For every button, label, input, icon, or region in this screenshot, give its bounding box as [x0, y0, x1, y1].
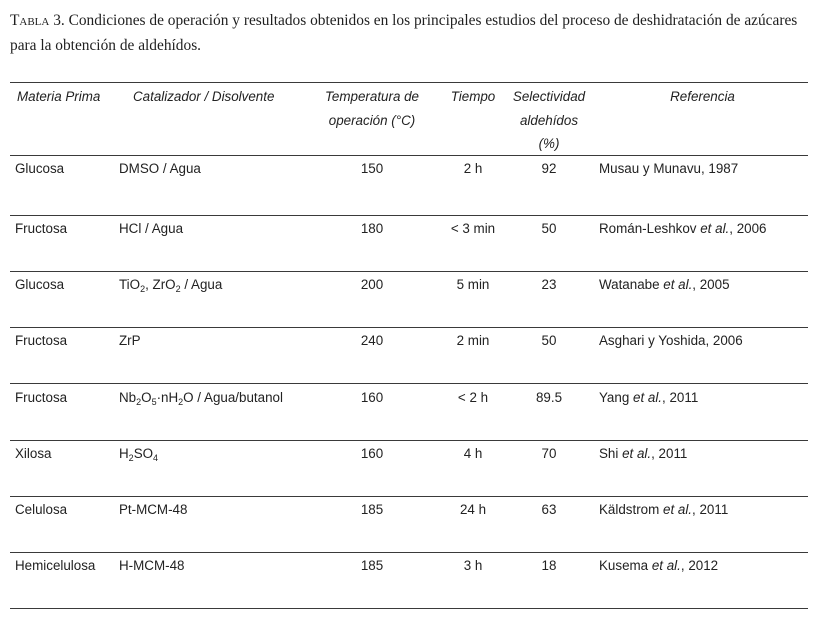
cell-selectividad-row6: 70 — [541, 446, 557, 461]
cell-selectividad-row5: 89.5 — [535, 390, 563, 405]
cell-tiempo-row4: 2 min — [456, 333, 490, 348]
header-selectividad — [503, 85, 595, 156]
cell-materia-row5: Fructosa — [15, 390, 68, 405]
cell-tiempo-row5: < 2 h — [457, 390, 489, 405]
cell-referencia-row4: Asghari y Yoshida, 2006 — [599, 333, 743, 348]
cell-referencia-row7: Käldstrom et al., 2011 — [599, 502, 729, 517]
cell-catalizador-row5: $Nb_2O_5\cdot nH_2O$ / Agua/butanol — [119, 390, 283, 407]
row-rule — [10, 552, 808, 553]
cell-materia-row8: Hemicelulosa — [15, 558, 96, 573]
header-tiempo: Tiempo — [450, 89, 496, 104]
row-rule — [10, 496, 808, 497]
header-materia-prima: Materia Prima — [17, 89, 101, 104]
cell-temperatura-row6: 160 — [360, 446, 384, 461]
cell-materia-row7: Celulosa — [15, 502, 68, 517]
header-temperatura — [312, 85, 432, 132]
cell-materia-row1: Glucosa — [15, 161, 65, 176]
header-bottom-rule — [10, 155, 808, 156]
table-top-rule — [10, 82, 808, 83]
cell-temperatura-row5: 160 — [360, 390, 384, 405]
cell-selectividad-row8: 18 — [541, 558, 557, 573]
cell-catalizador-row2: HCl / Agua — [119, 221, 184, 236]
header-selectividad-line2: aldehídos — [519, 112, 579, 128]
cell-selectividad-row4: 50 — [541, 333, 557, 348]
header-referencia: Referencia — [670, 89, 735, 104]
cell-selectividad-row7: 63 — [541, 502, 557, 517]
header-selectividad-line1: Selectividad — [512, 89, 586, 104]
cell-selectividad-row3: 23 — [541, 277, 557, 292]
header-selectividad-line3: (%) — [538, 136, 560, 151]
row-rule — [10, 383, 808, 384]
cell-catalizador-row3: TiO$_2$, ZrO$_2$ / Agua — [119, 277, 223, 294]
cell-referencia-row6: Shi et al., 2011 — [599, 446, 688, 461]
cell-temperatura-row7: 185 — [360, 502, 384, 517]
cell-catalizador-row1: DMSO / Agua — [119, 161, 201, 176]
cell-temperatura-row2: 180 — [360, 221, 384, 236]
header-temperatura-line1: Temperatura de — [324, 89, 420, 104]
cell-temperatura-row8: 185 — [360, 558, 384, 573]
table-caption-text: Condiciones de operación y resultados obtenidos en los principales estudios del proceso de deshidratación de azúcares para la obtención de aldehídos. — [10, 12, 798, 54]
table-label: Tabla 3. — [10, 12, 65, 29]
row-rule — [10, 327, 808, 328]
cell-tiempo-row2: < 3 min — [450, 221, 496, 236]
table-caption — [10, 8, 810, 58]
cell-referencia-row2: Román-Leshkov et al., 2006 — [599, 221, 767, 236]
cell-temperatura-row4: 240 — [360, 333, 384, 348]
cell-tiempo-row6: 4 h — [463, 446, 483, 461]
cell-temperatura-row1: 150 — [360, 161, 384, 176]
row-rule — [10, 215, 808, 216]
cell-tiempo-row8: 3 h — [463, 558, 483, 573]
cell-referencia-row1: Musau y Munavu, 1987 — [599, 161, 739, 176]
cell-catalizador-row8: H-MCM-48 — [119, 558, 185, 573]
header-temperatura-line2: operación (°C) — [328, 112, 416, 128]
cell-referencia-row8: Kusema et al., 2012 — [599, 558, 719, 573]
cell-catalizador-row6: $H_2SO_4$ — [119, 446, 159, 463]
cell-materia-row2: Fructosa — [15, 221, 68, 236]
header-catalizador: Catalizador / Disolvente — [133, 89, 275, 104]
cell-materia-row6: Xilosa — [15, 446, 52, 461]
cell-catalizador-row7: Pt-MCM-48 — [119, 502, 188, 517]
cell-materia-row4: Fructosa — [15, 333, 68, 348]
cell-referencia-row3: Watanabe et al., 2005 — [599, 277, 730, 292]
cell-tiempo-row7: 24 h — [459, 502, 487, 517]
table-bottom-rule — [10, 608, 808, 609]
row-rule — [10, 440, 808, 441]
cell-catalizador-row4: ZrP — [119, 333, 141, 348]
cell-temperatura-row3: 200 — [360, 277, 384, 292]
cell-materia-row3: Glucosa — [15, 277, 65, 292]
cell-tiempo-row1: 2 h — [463, 161, 483, 176]
cell-tiempo-row3: 5 min — [456, 277, 490, 292]
cell-selectividad-row2: 50 — [541, 221, 557, 236]
cell-selectividad-row1: 92 — [541, 161, 557, 176]
cell-referencia-row5: Yang et al., 2011 — [599, 390, 699, 405]
row-rule — [10, 271, 808, 272]
